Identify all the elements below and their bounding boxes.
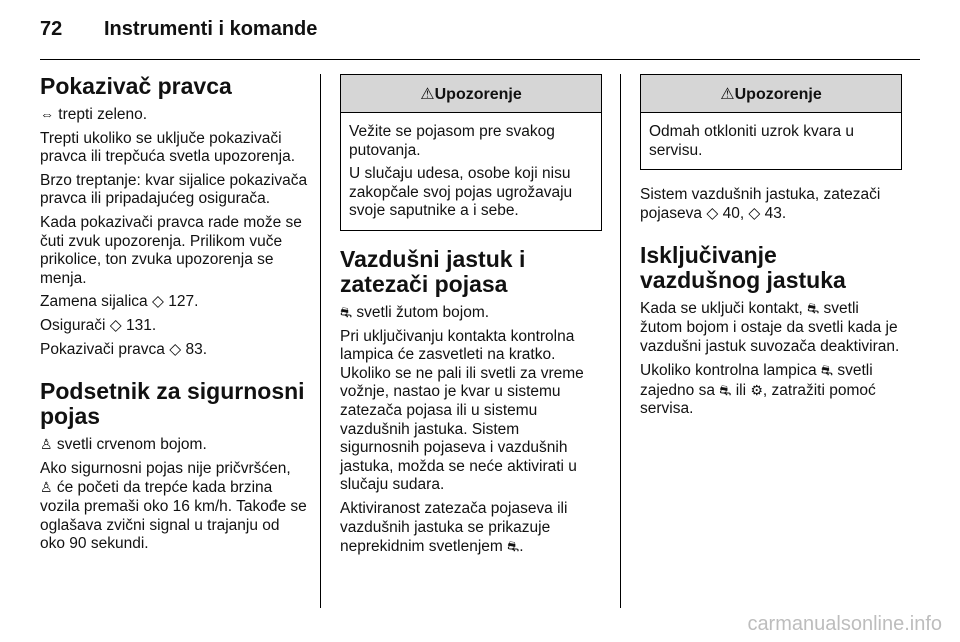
paragraph xyxy=(640,361,902,419)
column-2 xyxy=(340,74,602,562)
column-3 xyxy=(640,74,902,424)
watermark: carmanualsonline.info xyxy=(747,613,942,635)
column-divider-2 xyxy=(620,74,621,608)
paragraph: Brzo treptanje: kvar sijalice pokazivača pravca ili pripadajućeg osigurača. xyxy=(40,171,308,208)
text: Aktiviranost zatezača pojaseva ili vazdušnih jastuka se prikazuje neprekidnim svetlenjem xyxy=(340,499,568,556)
section-title-seatbelt-reminder: Podsetnik za sigurnosni pojas xyxy=(40,378,305,430)
airbag-off-icon: ⛐ xyxy=(820,362,834,379)
text: svetli crvenom bojom. xyxy=(52,436,207,454)
paragraph xyxy=(40,105,308,125)
seatbelt-icon: ♙ xyxy=(40,436,53,453)
text: Kada se uključi kontakt, xyxy=(640,300,803,318)
page-header xyxy=(40,18,317,48)
warning-title: ⚠Upozorenje xyxy=(341,75,601,113)
page-number: 72 xyxy=(40,18,63,40)
text: Ukoliko kontrolna lampica xyxy=(640,362,817,380)
airbag-icon: ⛐ xyxy=(507,538,520,555)
airbag-icon: ⛐ xyxy=(340,303,353,320)
text: Ako sigurnosni pojas nije pričvršćen, xyxy=(40,459,291,477)
text: trepti zeleno. xyxy=(54,106,148,123)
paragraph: Vežite se pojasom pre svakog putovanja. xyxy=(349,123,555,159)
airbag-icon: ⛐ xyxy=(719,381,732,398)
paragraph: Sistem vazdušnih jastuka, zatezači pojaseva ◇ 40, ◇ 43. xyxy=(640,186,881,222)
section-title-airbag: Vazdušni jastuk i zatezači pojasa xyxy=(340,245,526,297)
text: . xyxy=(519,538,524,556)
section-title-airbag-deactivation: Isključivanje vazdušnog jastuka xyxy=(640,242,846,294)
paragraph xyxy=(40,460,308,554)
column-1 xyxy=(40,74,308,559)
text: svetli žutom bojom i ostaje da svetli kada je vazdušni jastuk suvozača deaktiviran. xyxy=(640,300,900,355)
paragraph: Pri uključivanju kontakta kontrolna lampica će zasvetleti na kratko. Ukoliko se ne pali ili svetli za vreme vožnje, nastao je kvar u sistemu zatezača pojasa ili u sistemu vazdušnih jastuka. Sistem sigurnosnih pojaseva i vazdušnih jastuka, možda se neće aktivirati u slučaju sudara. xyxy=(340,327,584,494)
paragraph xyxy=(40,435,308,455)
column-divider-1 xyxy=(320,74,321,608)
page-title: Instrumenti i komande xyxy=(104,18,318,40)
text: ili xyxy=(731,381,747,399)
text: će početi da trepće kada brzina vozila premaši oko 16 km/h. Takođe se oglašava zvični signal u trajanju od oko 90 sekundi. xyxy=(40,479,307,553)
text: svetli žutom bojom. xyxy=(352,303,490,321)
text: , zatražiti pomoć servisa. xyxy=(640,381,876,418)
paragraph: Pokazivači pravca ◇ 83. xyxy=(40,340,207,358)
seatbelt-icon: ♙ xyxy=(40,479,53,496)
airbag-off-icon: ⛐ xyxy=(807,300,820,317)
warning-box xyxy=(640,74,902,170)
warning-box xyxy=(340,74,602,231)
header-rule xyxy=(40,59,920,60)
airbag-on-icon: ⚙ xyxy=(750,381,763,398)
paragraph: Kada pokazivači pravca rade može se čuti zvuk upozorenja. Prilikom vuče prikolice, ton zvuka upozorenja se menja. xyxy=(40,213,302,287)
paragraph: Zamena sijalica ◇ 127. xyxy=(40,293,199,311)
section-title-turn-signal: Pokazivač pravca xyxy=(40,73,232,99)
turn-signal-icon: ⇔ xyxy=(40,106,54,122)
paragraph xyxy=(340,500,602,557)
paragraph: Trepti ukoliko se uključe pokazivači pravca ili trepčuća svetla upozorenja. xyxy=(40,129,296,166)
text: svetli zajedno sa xyxy=(640,362,873,399)
paragraph xyxy=(640,299,902,356)
paragraph: Osigurači ◇ 131. xyxy=(40,316,157,334)
paragraph: Odmah otkloniti uzrok kvara u servisu. xyxy=(649,123,855,159)
paragraph: U slučaju udesa, osobe koji nisu zakopčale svoj pojas ugrožavaju svoje saputnike a i sebe. xyxy=(349,165,573,220)
warning-title: ⚠Upozorenje xyxy=(641,75,901,113)
paragraph xyxy=(340,303,602,323)
